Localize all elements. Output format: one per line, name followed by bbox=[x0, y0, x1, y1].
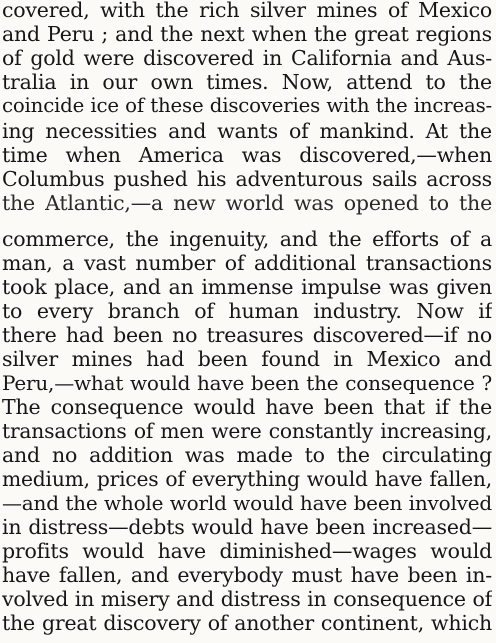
text-line-22: in distress—debts would have been increased— bbox=[2, 515, 492, 539]
text-line-20: medium, prices of everything would have fallen, bbox=[2, 467, 492, 491]
text-line-1: covered, with the rich silver mines of Mexico bbox=[2, 0, 492, 22]
text-line-16: Peru,—what would have been the consequence ? bbox=[2, 371, 492, 395]
text-line-23: profits would have diminished—wages would bbox=[2, 539, 492, 563]
text-line-8: Columbus pushed his adventurous sails across bbox=[2, 167, 492, 191]
text-line-9: the Atlantic,—a new world was opened to the bbox=[2, 191, 492, 215]
text-line-12: took place, and an immense impulse was given bbox=[2, 275, 492, 299]
text-line-11: man, a vast number of additional transactions bbox=[2, 251, 492, 275]
text-line-7: time when America was discovered,—when bbox=[2, 143, 492, 167]
text-line-14: there had been no treasures discovered—if no bbox=[2, 323, 492, 347]
text-line-25: volved in misery and distress in consequence of bbox=[2, 587, 492, 611]
text-line-21: —and the whole world would have been involved bbox=[2, 491, 492, 515]
text-line-3: of gold were discovered in California and Aus- bbox=[2, 46, 492, 70]
text-line-2: and Peru ; and the next when the great regions bbox=[2, 22, 492, 46]
text-line-17: The consequence would have been that if the bbox=[2, 395, 492, 419]
text-line-13: to every branch of human industry. Now if bbox=[2, 299, 492, 323]
text-line-10: commerce, the ingenuity, and the efforts of a bbox=[2, 227, 492, 251]
text-line-5: coincide ice of these discoveries with the increas- bbox=[2, 94, 492, 117]
text-line-18: transactions of men were constantly increasing, bbox=[2, 419, 492, 443]
text-line-6: ing necessities and wants of mankind. At the bbox=[2, 119, 492, 143]
text-line-24: have fallen, and everybody must have been in- bbox=[2, 563, 492, 587]
text-line-19: and no addition was made to the circulating bbox=[2, 443, 492, 467]
text-line-4: tralia in our own times. Now, attend to the bbox=[2, 70, 492, 94]
text-line-26: the great discovery of another continent, which bbox=[2, 611, 492, 635]
text-line-15: silver mines had been found in Mexico and bbox=[2, 347, 492, 371]
